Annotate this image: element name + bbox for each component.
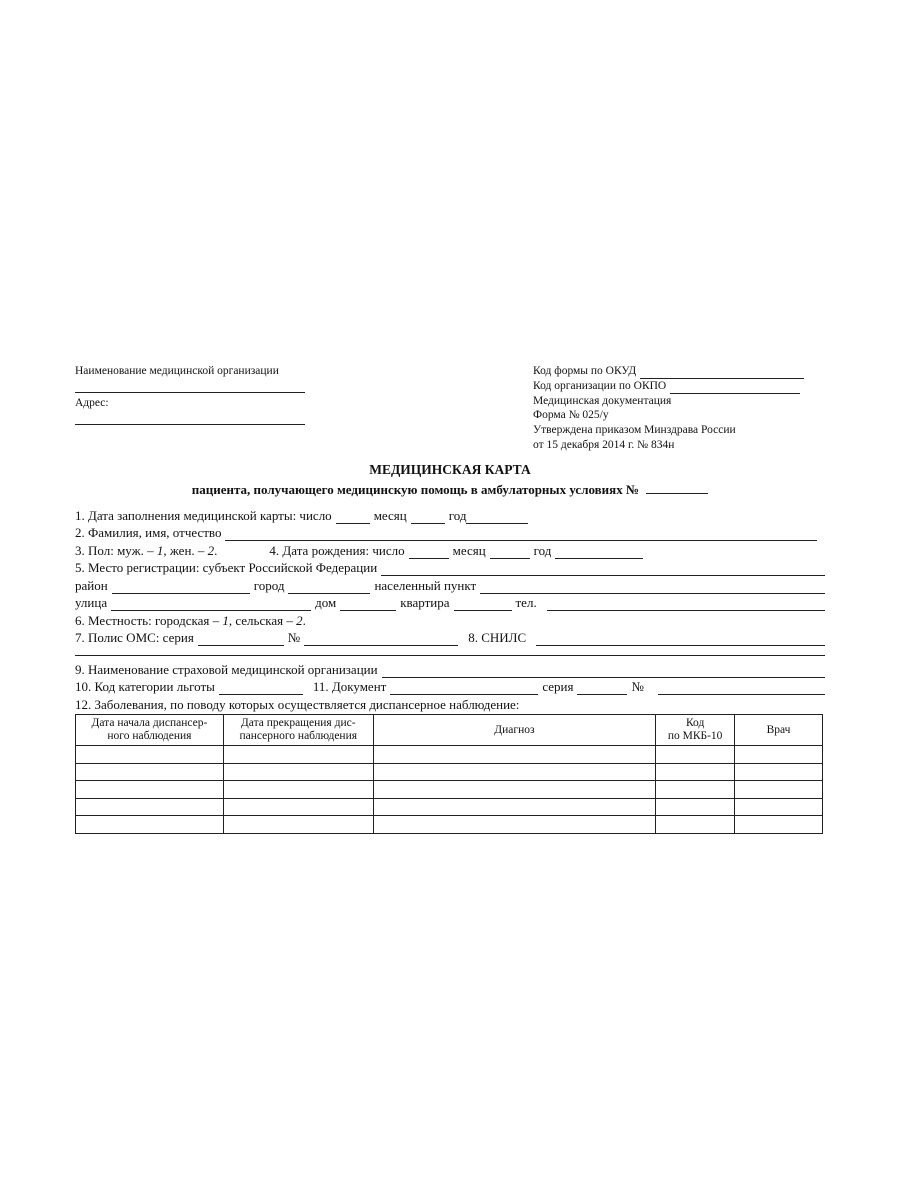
patient-form	[75, 506, 825, 713]
table-row	[76, 763, 823, 781]
sex-male-code: 1	[156, 542, 164, 558]
cell-icd-code[interactable]	[656, 798, 735, 816]
col-diagnosis: Диагноз	[373, 715, 656, 746]
cell-diagnosis[interactable]	[373, 746, 656, 764]
locality-rural-code: 2	[296, 612, 303, 628]
cell-icd-code[interactable]	[656, 781, 735, 799]
cell-doctor[interactable]	[735, 781, 823, 799]
oms-series-label: 7. Полис ОМС: серия	[75, 630, 194, 645]
document-label: 11. Документ	[312, 679, 387, 694]
table-row	[76, 781, 823, 799]
phone-label: тел.	[515, 595, 537, 610]
district-field[interactable]	[112, 581, 250, 594]
birth-date-label: 4. Дата рождения: число	[269, 542, 405, 558]
oms-number-field[interactable]	[304, 633, 458, 646]
cell-end-date[interactable]	[223, 781, 373, 799]
birth-month-label: месяц	[452, 542, 486, 558]
cell-end-date[interactable]	[223, 746, 373, 764]
fill-day-field[interactable]	[336, 511, 370, 524]
field-row-10	[75, 678, 825, 696]
approved-text: Утверждена приказом Минздрава России	[533, 424, 736, 437]
locality-rural-label: , сельская –	[228, 612, 293, 628]
region-field[interactable]	[381, 563, 825, 576]
doc-type: Медицинская документация	[533, 394, 672, 407]
cell-doctor[interactable]	[735, 816, 823, 834]
table-row	[76, 798, 823, 816]
col-icd-code: Код по МКБ-10	[656, 715, 735, 746]
okud-field[interactable]	[640, 367, 804, 379]
col-end-date: Дата прекращения дис- пансерного наблюдения	[223, 715, 373, 746]
phone-field[interactable]	[547, 598, 825, 611]
benefit-code-label: 10. Код категории льготы	[75, 679, 215, 694]
birth-day-field[interactable]	[409, 546, 449, 559]
form-number: Форма № 025/у	[533, 409, 609, 422]
cell-diagnosis[interactable]	[373, 781, 656, 799]
approved-date: от 15 декабря 2014 г. № 834н	[533, 438, 675, 451]
apartment-field[interactable]	[454, 598, 512, 611]
field-row-12	[75, 695, 825, 713]
cell-start-date[interactable]	[76, 816, 224, 834]
street-field[interactable]	[111, 598, 311, 611]
okud-row	[533, 364, 833, 379]
okpo-label: Код организации по ОКПО	[533, 379, 667, 392]
col-start-date: Дата начала диспансер- ного наблюдения	[76, 715, 224, 746]
fill-date-label: 1. Дата заполнения медицинской карты: число	[75, 507, 332, 523]
oms-number-sign: №	[287, 630, 301, 645]
address-field[interactable]	[75, 410, 305, 425]
document-number-sign: №	[631, 679, 644, 694]
cell-icd-code[interactable]	[656, 746, 735, 764]
dispensary-table	[75, 714, 823, 834]
cell-end-date[interactable]	[223, 816, 373, 834]
cell-start-date[interactable]	[76, 746, 224, 764]
insurer-label: 9. Наименование страховой медицинской организации	[75, 661, 378, 677]
extra-line[interactable]	[75, 646, 825, 656]
house-field[interactable]	[340, 598, 396, 611]
sex-female-code: 2	[207, 542, 215, 558]
benefit-code-field[interactable]	[219, 682, 303, 695]
cell-end-date[interactable]	[223, 798, 373, 816]
cell-start-date[interactable]	[76, 763, 224, 781]
org-block	[75, 364, 305, 428]
fill-year-label: год	[448, 507, 467, 523]
field-row-6: 6. Местность: городская – 1 , сельская – 2 .	[75, 612, 306, 628]
org-name-field[interactable]	[75, 378, 305, 393]
document-field[interactable]	[390, 682, 538, 695]
field-row-5c	[75, 594, 825, 612]
registration-label: 5. Место регистрации: субъект Российской Федерации	[75, 560, 378, 575]
card-number-field[interactable]	[646, 481, 708, 494]
snils-field[interactable]	[536, 633, 825, 646]
oms-series-field[interactable]	[198, 633, 284, 646]
field-row-9	[75, 660, 825, 678]
cell-diagnosis[interactable]	[373, 798, 656, 816]
field-row-1	[75, 506, 825, 524]
birth-month-field[interactable]	[490, 546, 530, 559]
cell-doctor[interactable]	[735, 798, 823, 816]
col-doctor: Врач	[735, 715, 823, 746]
apartment-label: квартира	[400, 595, 450, 610]
cell-icd-code[interactable]	[656, 816, 735, 834]
city-label: город	[253, 577, 285, 593]
field-row-3: 3. Пол: муж. – 1 , жен. – 2 . 4. Дата рождения: число месяц год	[75, 541, 825, 559]
page-subtitle	[0, 481, 900, 498]
diseases-label: 12. Заболевания, по поводу которых осуществляется диспансерное наблюдение:	[75, 696, 520, 712]
sex-label: 3. Пол: муж. –	[75, 542, 154, 558]
cell-icd-code[interactable]	[656, 763, 735, 781]
sex-female-label: , жен. –	[163, 542, 205, 558]
okpo-field[interactable]	[670, 382, 800, 394]
snils-label: 8. СНИЛС	[468, 630, 527, 645]
okpo-row	[533, 379, 833, 394]
street-label: улица	[75, 595, 108, 610]
table-body	[76, 746, 823, 834]
cell-start-date[interactable]	[76, 781, 224, 799]
cell-doctor[interactable]	[735, 763, 823, 781]
table-row	[76, 746, 823, 764]
house-label: дом	[315, 595, 337, 610]
fill-month-field[interactable]	[411, 511, 445, 524]
address-label: Адрес:	[75, 397, 109, 409]
okud-label: Код формы по ОКУД	[533, 365, 637, 377]
cell-doctor[interactable]	[735, 746, 823, 764]
birth-year-field[interactable]	[555, 546, 643, 559]
page-title: МЕДИЦИНСКАЯ КАРТА	[369, 462, 531, 477]
cell-start-date[interactable]	[76, 798, 224, 816]
fill-year-field[interactable]	[466, 511, 528, 524]
birth-year-label: год	[533, 542, 552, 558]
table-row	[76, 816, 823, 834]
insurer-field[interactable]	[382, 665, 825, 678]
settlement-label: населенный пункт	[374, 577, 477, 593]
field-row-2	[75, 524, 825, 542]
field-row-5	[75, 559, 825, 577]
table-header-row	[76, 715, 823, 746]
document-series-field[interactable]	[577, 682, 627, 695]
full-name-label: 2. Фамилия, имя, отчество	[75, 525, 222, 540]
form-codes-block	[533, 364, 833, 453]
city-field[interactable]	[288, 581, 370, 594]
document-series-label: серия	[542, 679, 574, 694]
document-number-field[interactable]	[658, 682, 825, 695]
cell-diagnosis[interactable]	[373, 763, 656, 781]
org-name-label: Наименование медицинской организации	[75, 365, 279, 377]
district-label: район	[75, 577, 108, 593]
settlement-field[interactable]	[480, 581, 825, 594]
full-name-field[interactable]	[225, 528, 817, 541]
cell-diagnosis[interactable]	[373, 816, 656, 834]
fill-month-label: месяц	[373, 507, 407, 523]
field-row-7	[75, 629, 825, 647]
cell-end-date[interactable]	[223, 763, 373, 781]
locality-urban-code: 1	[222, 612, 229, 628]
page-subtitle-text: пациента, получающего медицинскую помощь в амбулаторных условиях №	[191, 482, 640, 497]
field-row-5b	[75, 576, 825, 594]
locality-label: 6. Местность: городская –	[75, 612, 220, 628]
